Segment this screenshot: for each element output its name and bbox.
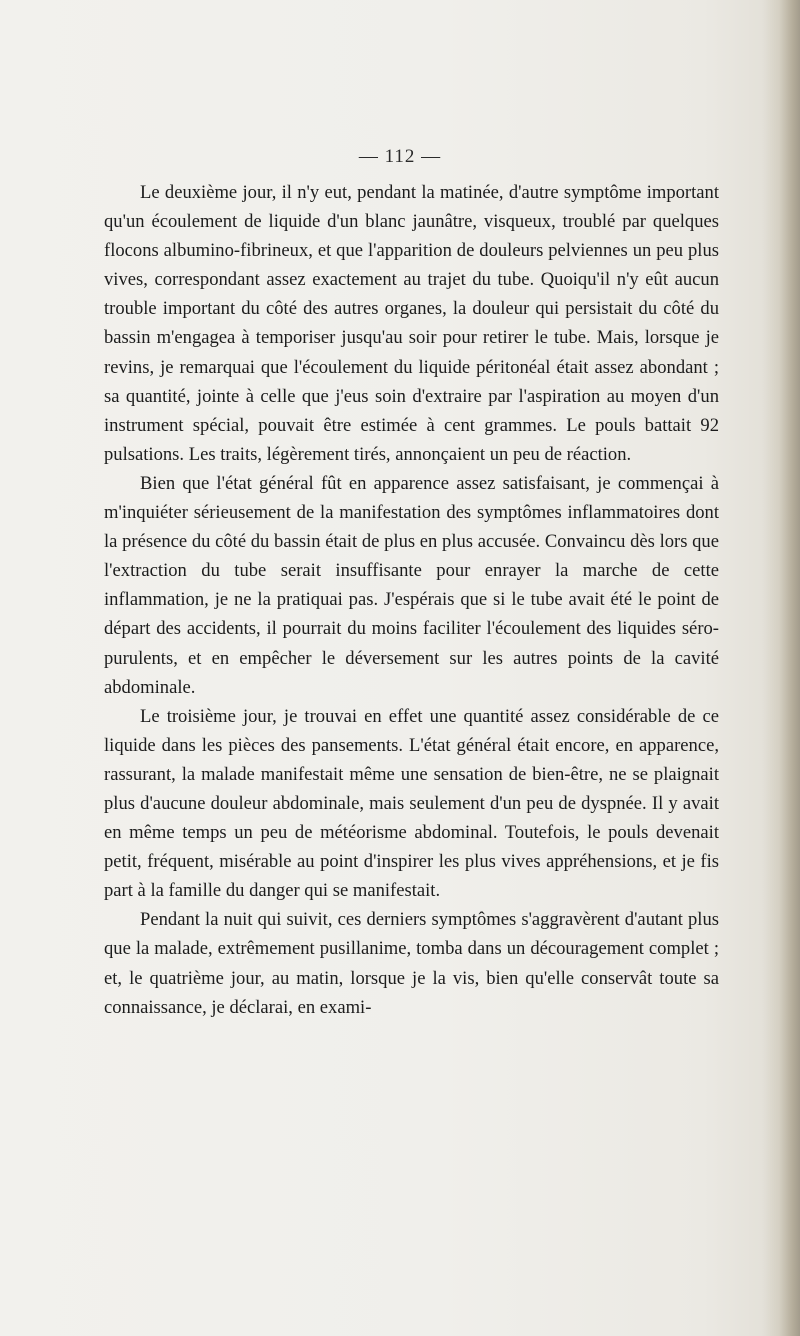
paragraph-2: Bien que l'état général fût en apparence assez satisfaisant, je commençai à m'inquiéter sérieusement de la manifestation des symptômes inflammatoires dont la présence du côté du bassin était de plus en plus accusée. Convaincu dès lors que l'extraction du tube serait insuffisante pour enrayer la marche de cette inflammation, je ne la pratiquai pas. J'espérais que si le tube avait été le point de départ des accidents, il pourrait du moins faciliter l'écoulement des liquides séro-purulents, et en empêcher le déversement sur les autres points de la cavité abdominale. (104, 472, 719, 698)
paragraph-1: Le deuxième jour, il n'y eut, pendant la matinée, d'autre symptôme important qu'un écoulement de liquide d'un blanc jaunâtre, visqueux, troublé par quelques flocons albumino-fibrineux, et que l'apparition de douleurs pelviennes un peu plus vives, correspondant assez exactement au trajet du tube. Quoiqu'il n'y eût aucun trouble important du côté des autres organes, la douleur qui persistait du côté du bassin m'engagea à temporiser jusqu'au soir pour retirer le tube. Mais, lorsque je revins, je remarquai que l'écoulement du liquide péritonéal était assez abondant ; sa quantité, jointe à celle que j'eus soin d'extraire par l'aspiration au moyen d'un instrument spécial, pouvait être estimée à cent grammes. Le pouls battait 92 pulsations. Les traits, légèrement tirés, annonçaient un peu de réaction. (104, 182, 719, 465)
paragraph-3: Le troisième jour, je trouvai en effet une quantité assez considérable de ce liquide dans les pièces des pansements. L'état général était encore, en apparence, rassurant, la malade manifestait même une sensation de bien-être, ne se plaignait plus d'aucune douleur abdominale, mais seulement d'un peu de dyspnée. Il y avait en même temps un peu de météorisme abdominal. Toutefois, le pouls devenait petit, fréquent, misérable au point d'inspirer les plus vives appréhensions, et je fis part à la famille du danger qui se manifestait. (104, 705, 719, 902)
page-number: — 112 — (358, 146, 442, 167)
paragraph-4: Pendant la nuit qui suivit, ces derniers symptômes s'aggravèrent d'autant plus que la malade, extrêmement pusillanime, tomba dans un découragement complet ; et, le quatrième jour, au matin, lorsque je la vis, bien qu'elle conservât toute sa connaissance, je déclarai, en exami- (104, 909, 719, 1018)
page-edge-shadow (762, 0, 800, 1336)
body-text (104, 178, 719, 1022)
